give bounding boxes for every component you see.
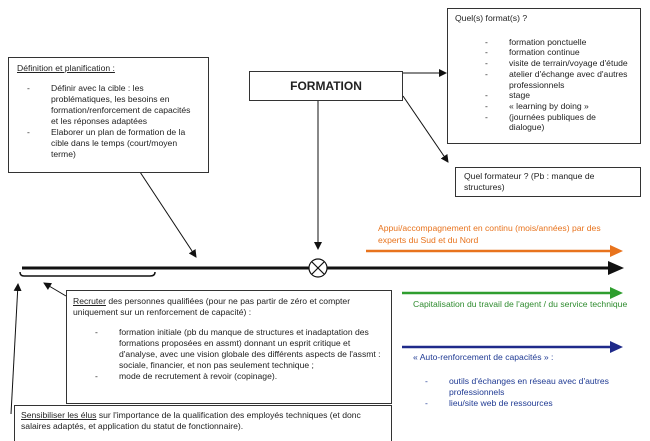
recruter-item: - mode de recrutement à revoir (copinage).: [95, 371, 278, 381]
definition-connector: [140, 172, 196, 257]
format-item: - « learning by doing »: [485, 100, 589, 111]
recruter-connector: [44, 283, 66, 296]
recruter-item: - formation initiale (pb du manque de structures et inadaptation des formations proposées en assmt) donnant un esprit critique et d'analyse, avec une vision globale des différents aspects de l'assmt : sociale, financier, et non pas seulement technique ;: [95, 327, 381, 370]
sensibiliser-box: [14, 405, 392, 441]
sensibiliser-keyword: Sensibiliser les élus: [21, 410, 97, 420]
recruter-keyword: Recruter: [73, 296, 106, 306]
formateur-text: Quel formateur ? (Pb : manque de structures): [464, 171, 595, 192]
format-item: - formation ponctuelle: [485, 36, 587, 47]
definition-bullet: - Définir avec la cible : les problématiques, les besoins en formation/renforcement de capacités et les réponses adaptées: [27, 83, 191, 126]
timeline-arrowhead: [608, 261, 624, 275]
capitalisation-text: Capitalisation du travail de l'agent / du service technique: [413, 299, 628, 309]
timeline-bracket: [20, 272, 155, 276]
auto-block: [413, 352, 633, 409]
auto-item: - outils d'échanges en réseau avec d'autres professionnels: [425, 376, 609, 397]
recruter-box: [66, 290, 392, 404]
format-item: - visite de terrain/voyage d'étude: [485, 58, 628, 69]
recruter-lead: Recruter des personnes qualifiées (pour ne pas partir de zéro et compter uniquement sur un renforcement de capacité) :: [73, 296, 351, 317]
format-item: - formation continue: [485, 47, 580, 58]
definition-title: Définition et planification :: [17, 63, 115, 73]
appui-text: Appui/accompagnement en continu (mois/années) par des experts du Sud et du Nord: [378, 223, 601, 245]
formation-title: FORMATION: [290, 79, 362, 93]
definition-box: [8, 57, 209, 173]
sensibiliser-connector: [11, 284, 18, 414]
format-item: - stage: [485, 90, 531, 101]
formats-box: [447, 8, 641, 144]
definition-bullet: - Elaborer un plan de formation de la cible dans le temps (court/moyen terme): [27, 127, 186, 159]
formateur-connector: [403, 96, 448, 162]
sensibiliser-text: Sensibiliser les élus sur l'importance de la qualification des employés techniques (et donc salaires adaptés, et application du statut de fonctionnaire).: [21, 410, 361, 431]
format-item: - atelier d'échange avec d'autres professionnels: [485, 68, 628, 90]
format-item: - (journées publiques de dialogue): [485, 111, 596, 133]
formateur-box: [455, 167, 641, 197]
formats-title: Quel(s) format(s) ?: [455, 13, 528, 23]
formation-box: [249, 71, 403, 101]
auto-item: - lieu/site web de ressources: [425, 398, 553, 408]
auto-title: « Auto-renforcement de capacités » :: [413, 352, 554, 362]
appui-arrowhead: [610, 245, 623, 257]
